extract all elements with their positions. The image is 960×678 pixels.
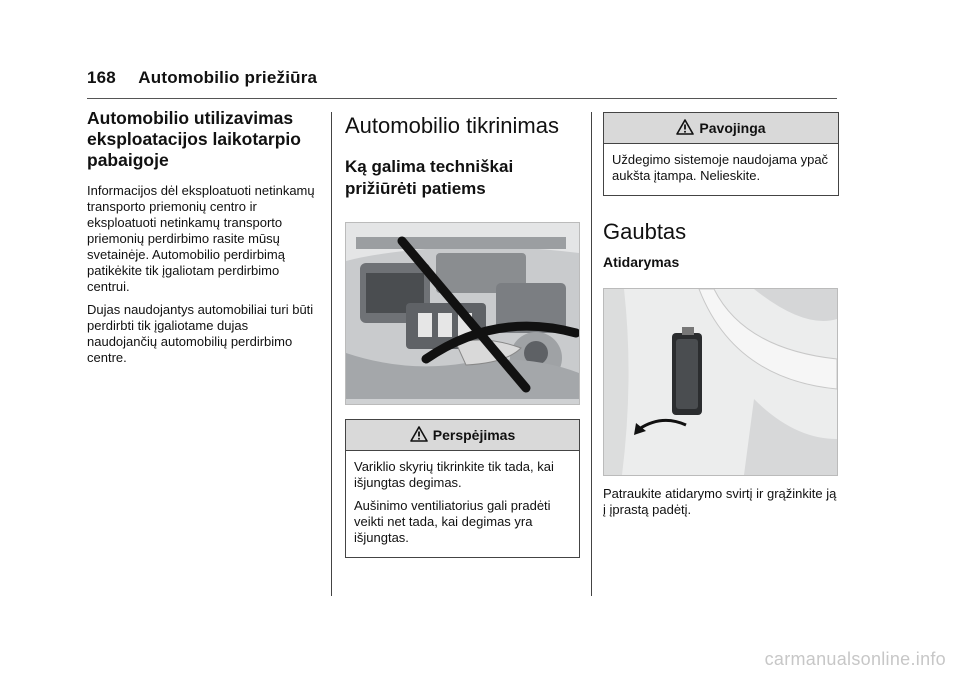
subheading-opening: Atidarymas bbox=[603, 254, 680, 270]
engine-bay-image bbox=[346, 223, 579, 399]
column-divider-2 bbox=[591, 112, 592, 596]
chapter-title: Automobilio tikrinimas bbox=[345, 113, 559, 138]
column-1 bbox=[87, 108, 319, 373]
section-heading-hood: Gaubtas bbox=[603, 219, 687, 244]
warning-paragraph-2: Aušinimo ventiliatorius gali pradėti veikti net tada, kai degimas yra išjungtas. bbox=[354, 498, 551, 545]
danger-box bbox=[603, 112, 839, 196]
paragraph-disposal-1: Informacijos dėl eksploatuoti netinkamų transporto priemonių centro ir eksploatuoti netinkamų transporto priemonių perdirbimo rasite mūsų svetainėje. Automobilio perdirbimą patikėkite tik įgaliotam perdirbimo centrui. bbox=[87, 183, 315, 294]
warning-box bbox=[345, 419, 580, 558]
page-header bbox=[87, 68, 837, 88]
hood-release-image bbox=[604, 289, 837, 475]
engine-bay-illustration bbox=[345, 222, 580, 405]
section-heading-disposal: Automobilio utilizavimas eksploatacijos laikotarpio pabaigoje bbox=[87, 108, 301, 170]
danger-body bbox=[604, 144, 838, 195]
warning-label: Perspėjimas bbox=[432, 427, 516, 443]
header-rule bbox=[87, 98, 837, 99]
danger-label: Pavojinga bbox=[699, 120, 766, 136]
warning-body bbox=[346, 451, 579, 557]
page-number: 168 bbox=[87, 68, 116, 87]
warning-paragraph-1: Variklio skyrių tikrinkite tik tada, kai išjungtas degimas. bbox=[354, 459, 554, 490]
watermark: carmanualsonline.info bbox=[764, 649, 946, 669]
column-2 bbox=[345, 108, 580, 558]
column-divider-1 bbox=[331, 112, 332, 596]
hood-caption: Patraukite atidarymo svirtį ir grąžinkite ją į įprastą padėtį. bbox=[603, 486, 837, 517]
subsection-heading-self-service: Ką galima techniškai prižiūrėti patiems bbox=[345, 157, 514, 198]
column-3 bbox=[603, 112, 839, 525]
danger-header bbox=[604, 113, 838, 144]
running-section-title: Automobilio priežiūra bbox=[138, 68, 318, 87]
warning-header bbox=[346, 420, 579, 451]
paragraph-disposal-2: Dujas naudojantys automobiliai turi būti perdirbti tik įgaliotame dujas naudojančių automobilių perdirbimo centre. bbox=[87, 302, 314, 365]
warning-triangle-icon bbox=[676, 119, 694, 138]
warning-triangle-icon bbox=[410, 426, 428, 445]
danger-paragraph-1: Uždegimo sistemoje naudojama ypač aukšta įtampa. Nelieskite. bbox=[612, 152, 829, 183]
hood-release-illustration bbox=[603, 288, 838, 476]
